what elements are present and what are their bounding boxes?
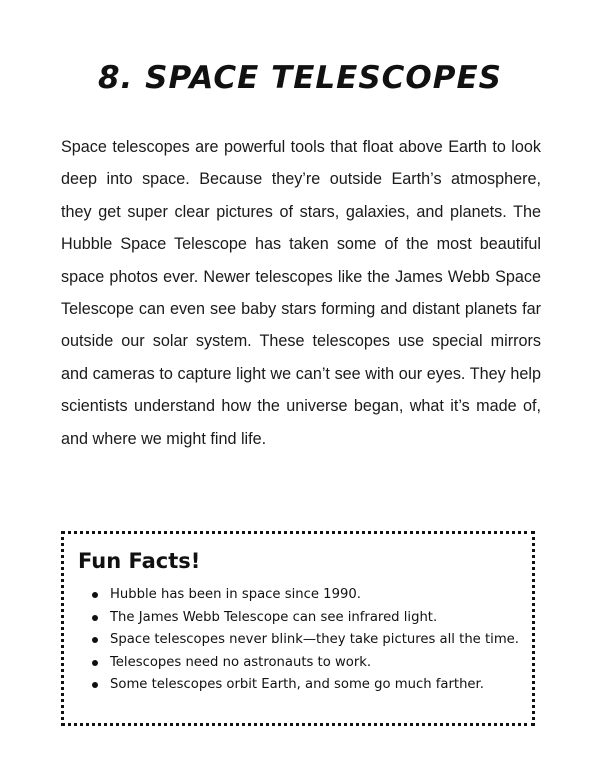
bullet-icon: [92, 615, 98, 621]
fun-fact-text: Telescopes need no astronauts to work.: [110, 654, 372, 670]
bullet-icon: [92, 682, 98, 688]
fun-fact-item: [110, 584, 522, 607]
fun-fact-item: [110, 652, 522, 675]
fun-fact-text: Hubble has been in space since 1990.: [110, 587, 361, 602]
fun-facts-list: [90, 584, 522, 697]
bullet-icon: [92, 637, 98, 643]
fun-fact-text: The James Webb Telescope can see infrared light.: [110, 609, 438, 625]
fun-facts-box: [61, 531, 535, 726]
bullet-icon: [92, 592, 98, 598]
fun-facts-heading: Fun Facts!: [78, 549, 201, 573]
body-paragraph: Space telescopes are powerful tools that float above Earth to look deep into space. Because they’re outside Earth’s atmosphere, they get super clear pictures of stars, galaxies, and planets. The Hubble Space Telescope has taken some of the most beautiful space photos ever. Newer telescopes like the James Webb Space Telescope can even see baby stars forming and distant planets far outside our solar system. These telescopes use special mirrors and cameras to capture light we can’t see with our eyes. They help scientists understand how the universe began, what it’s made of, and where we might find life.: [61, 138, 541, 448]
fun-fact-item: [110, 607, 522, 630]
fun-fact-text: Space telescopes never blink—they take pictures all the time.: [110, 632, 519, 647]
fun-fact-item: [110, 629, 522, 652]
fun-fact-item: [110, 674, 522, 697]
bullet-icon: [92, 660, 98, 666]
fun-fact-text: Some telescopes orbit Earth, and some go much farther.: [110, 677, 484, 692]
page-title: 8. SPACE TELESCOPES: [97, 60, 502, 96]
